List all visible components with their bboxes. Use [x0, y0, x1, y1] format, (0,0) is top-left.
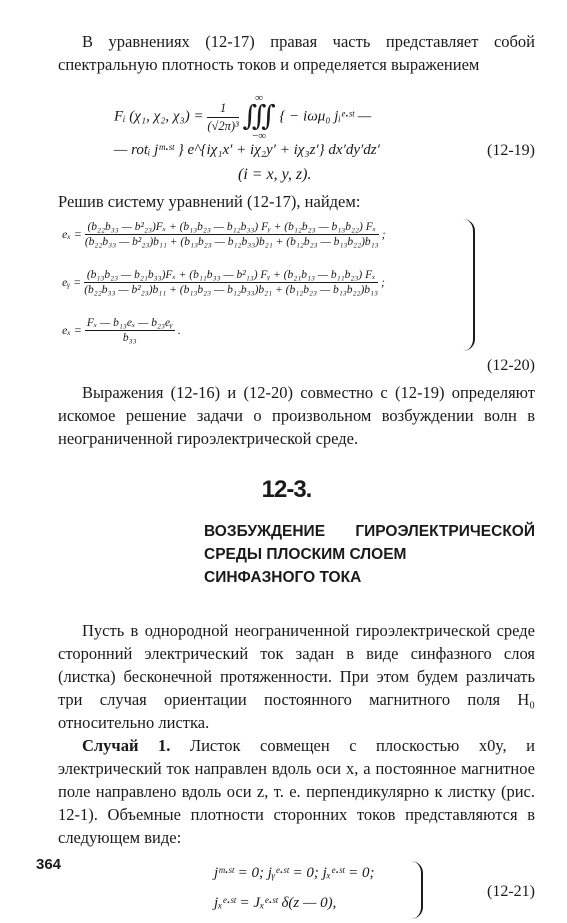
ey-label: eᵧ =: [62, 275, 82, 289]
ex-denominator: (b₂₂b₃₃ — b²₂₃)b₁₁ + (b₁₃b₂₃ — b₁₂b₃₃)b₂₁ + (b₁₂b₂₃ — b₁₃b₂₂)b₁₃: [84, 236, 379, 248]
ex-fraction: [85, 221, 379, 248]
section-title: [204, 520, 535, 589]
ey-row: [62, 269, 385, 296]
ex-row: [62, 221, 386, 248]
section-title-word1: ВОЗБУЖДЕНИЕ: [204, 523, 326, 540]
equation-12-21: [58, 861, 535, 923]
paragraph-case1: [58, 734, 535, 849]
equation-number-12-21: (12-21): [487, 883, 535, 900]
ez-denominator: b₃₃: [122, 332, 137, 344]
page-number: 364: [36, 856, 62, 873]
paragraph-setup: Пусть в однородной неограниченной гироэлектрической среде сторонний электрический ток задан в виде синфазного слоя (листка) бесконечной протяженности. При этом будем различать три случая ориентации постоянного магнитного поля H₀ относительно листка.: [58, 621, 535, 732]
equation-12-19: [58, 86, 535, 186]
fi-limit-top: ∞: [255, 92, 264, 104]
ex-semicolon: ;: [381, 227, 386, 241]
section-title-line1: [204, 520, 535, 543]
fi-integral-sign: ∭: [242, 101, 276, 132]
ex-label: eₓ =: [62, 227, 82, 241]
paragraph-solve: Решив систему уравнений (12-17), найдем:: [58, 192, 361, 211]
fi-lhs: Fᵢ (χ₁, χ₂, χ₃) =: [114, 108, 204, 125]
case1-text: Листок совмещен с плоскостью x0y, и электрический ток направлен вдоль оси x, а постоянное магнитное поле направлено вдоль оси z, т. е. перпендикулярно к листку (рис. 12-1). Объемные плотности сторонних токов представляются в следующем виде:: [58, 736, 535, 847]
section-title-word2: ГИРОЭЛЕКТРИЧЕСКОЙ: [355, 523, 535, 540]
fi-frac-num: 1: [207, 101, 238, 118]
equation-12-20: [58, 217, 535, 379]
j-bracket: [411, 861, 423, 919]
fi-frac-den: (√2π)³: [207, 118, 239, 133]
ez-period: .: [177, 323, 181, 337]
ez-numerator: Fₓ — b₁₃eₓ — b₂₃eᵧ: [86, 317, 173, 329]
ey-semicolon: ;: [381, 275, 386, 289]
ex-numerator: (b₂₂b₃₃ — b²₂₃)Fₓ + (b₁₃b₂₃ — b₁₂b₃₃) Fᵧ + (b₁₂b₂₃ — b₁₃b₂₂) Fₓ: [85, 221, 379, 235]
section-title-line2: СРЕДЫ ПЛОСКИМ СЛОЕМ: [204, 546, 407, 563]
section-number: 12-3.: [261, 476, 312, 503]
fi-integral: [243, 92, 276, 142]
fi-line3: (i = x, y, z).: [238, 166, 312, 183]
system-bracket: [463, 219, 475, 351]
j-line1: jᵐ·ˢᵗ = 0; jᵧᵉ·ˢᵗ = 0; jₓᵉ·ˢᵗ = 0;: [214, 865, 375, 881]
ey-numerator: (b₁₃b₂₃ — b₂₁b₃₃)Fₓ + (b₁₁b₃₃ — b²₁₃) Fᵧ + (b₂₁b₁₃ — b₁₁b₂₃) Fₓ: [84, 269, 378, 283]
paragraph-intro: В уравнениях (12-17) правая часть представляет собой спектральную плотность токов и определяется выражением: [58, 32, 535, 74]
section-title-line3: СИНФАЗНОГО ТОКА: [204, 569, 362, 586]
ez-label: eₓ =: [62, 323, 82, 337]
ey-fraction: [84, 269, 378, 296]
fi-line2: — rotᵢ jᵐ·ˢᵗ } e^{iχ₁x′ + iχ₂y′ + iχ₃z′} dx′dy′dz′: [114, 142, 380, 158]
ez-fraction: [85, 317, 175, 344]
fi-integrand: { − iωμ₀ jᵢᵉ·ˢᵗ —: [279, 108, 372, 125]
equation-number-12-19: (12-19): [487, 142, 535, 159]
paragraph-conclusion: Выражения (12-16) и (12-20) совместно с (12-19) определяют искомое решение задачи о произвольном возбуждении волн в неограниченной гироэлектрической среде.: [58, 383, 535, 448]
case1-label: Случай 1.: [82, 736, 171, 755]
ez-row: [62, 317, 181, 344]
equation-number-12-20: (12-20): [487, 357, 535, 374]
fi-fraction: [207, 101, 238, 134]
j-line2: jₓᵉ·ˢᵗ = Jₓᵉ·ˢᵗ δ(z — 0),: [214, 895, 337, 911]
fi-limit-bottom: −∞: [252, 130, 267, 142]
ey-denominator: (b₂₂b₃₃ — b²₂₃)b₁₁ + (b₁₃b₂₃ — b₁₂b₃₃)b₂₁ + (b₁₂b₂₃ — b₁₃b₂₂)b₁₃: [84, 284, 379, 296]
